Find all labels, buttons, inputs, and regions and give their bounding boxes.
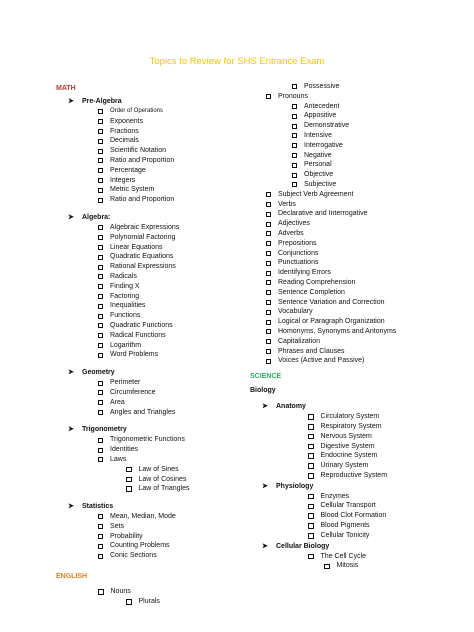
checkbox-icon [98,119,103,124]
list-item-label: Law of Sines [138,465,179,473]
checkbox-icon [266,261,271,266]
list-item [56,292,241,302]
checkbox-icon [266,310,271,315]
checkbox-icon [98,198,103,203]
checkbox-icon [98,158,103,163]
list-item [250,209,465,219]
checkbox-icon [98,168,103,173]
checkbox-icon [308,444,314,450]
list-item-label: Homonyms, Synonyms and Antonyms [278,327,397,335]
checkbox-icon [308,523,314,529]
list-item-label: Subjective [304,180,337,188]
list-item-label: Percentage [110,166,146,174]
arrow-bullet-icon: ➤ [68,98,74,105]
arrow-bullet-icon: ➤ [68,213,74,221]
list-item-label: Logarithm [110,341,142,349]
list-item [56,350,241,360]
list-item-label: Reproductive System [320,471,388,479]
checkbox-icon [98,274,103,279]
checkbox-icon [98,343,103,348]
list-item-label: Declarative and Interrogative [278,210,368,218]
list-item [56,223,241,233]
checkbox-icon [98,448,103,453]
english-top-list [56,587,241,597]
checkbox-icon [98,304,103,309]
cellular-biology-sub-list [250,561,465,571]
list-item-label: Circumference [110,388,156,396]
list-item [250,121,465,131]
checkbox-icon [266,241,271,246]
list-item [250,239,465,249]
list-item-label: Objective [304,171,334,179]
checkbox-icon [308,554,314,560]
checkbox-icon [266,212,271,217]
list-item [56,408,241,418]
checkbox-icon [98,109,103,114]
checkbox-icon [266,300,271,305]
pre-algebra-list [56,107,241,205]
checkbox-icon [98,294,103,299]
list-item-label: Enzymes [320,492,350,500]
list-item [56,117,241,127]
list-item-label: Fractions [110,127,139,135]
checkbox-icon [308,504,314,510]
checkbox-icon [98,438,103,443]
list-item-label: Respiratory System [320,422,382,430]
checkbox-icon [324,564,330,570]
list-item [56,156,241,166]
list-item [56,378,241,388]
list-item [250,102,465,112]
checkbox-icon [98,265,103,270]
list-item-label: Trigonometric Functions [110,436,185,444]
list-item [250,190,465,200]
list-item-label: Negative [304,151,332,159]
arrow-bullet-icon: ➤ [262,482,268,490]
list-item [56,146,241,156]
list-item [56,587,241,597]
list-item-label: Functions [110,312,141,320]
list-item-label: Polynomial Factoring [110,233,176,241]
list-item [250,412,465,422]
list-item [250,141,465,151]
list-item [56,136,241,146]
list-item [250,249,465,259]
list-item-label: Cellular Tonicity [320,531,370,539]
list-item-label: Sets [110,522,125,530]
list-item-label: Radical Functions [110,331,166,339]
checkbox-icon [126,467,132,473]
list-item-label: Metric System [110,186,155,194]
section-algebra: ➤ Algebra: [68,213,111,221]
checkbox-icon [308,513,314,519]
list-item [250,288,465,298]
list-item [250,471,465,481]
list-item [250,501,465,511]
checkbox-icon [308,533,314,539]
checkbox-icon [292,84,297,89]
right-column [250,82,465,571]
list-item-label: Linear Equations [110,243,163,251]
checkbox-icon [266,251,271,256]
list-item-label: Rational Expressions [110,263,176,271]
list-item [250,131,465,141]
list-item [250,298,465,308]
checkbox-icon [98,188,103,193]
checkbox-icon [292,124,297,129]
list-item [250,229,465,239]
list-item-label: Punctuations [278,259,319,267]
list-item [56,107,241,117]
list-item-label: Urinary System [320,462,369,470]
list-item-label: Verbs [278,200,296,208]
list-item-label: Subject Verb Agreement [278,190,354,198]
checkbox-icon [266,192,271,197]
list-item [56,331,241,341]
checkbox-icon [266,290,271,295]
list-item [56,522,241,532]
list-item [250,531,465,541]
checkbox-icon [98,139,103,144]
list-item-label: Voices (Active and Passive) [278,357,365,365]
checkbox-icon [98,381,103,386]
list-item [250,258,465,268]
list-item-label: Quadratic Equations [110,253,174,261]
list-item-label: Perimeter [110,379,141,387]
list-item-label: Ratio and Proportion [110,196,175,204]
checkbox-icon [292,114,297,119]
english-heading: ENGLISH [56,573,88,581]
list-item-label: Probability [110,532,143,540]
checkbox-icon [98,314,103,319]
list-item-label: Plurals [138,597,160,605]
list-item-label: Counting Problems [110,542,170,550]
arrow-bullet-icon: ➤ [68,369,74,377]
list-item-label: Factoring [110,292,140,300]
list-item [56,435,241,445]
checkbox-icon [292,133,297,138]
list-item [56,262,241,272]
list-item-label: Appositive [304,112,337,120]
list-item: Pronouns [250,92,465,102]
checkbox-icon [98,589,104,595]
checkbox-icon [308,424,314,430]
checkbox-icon [308,414,314,420]
list-item-label: Identities [110,446,139,454]
list-item [56,195,241,205]
list-item-label: Capitalization [278,337,321,345]
list-item [250,180,465,190]
list-item-label: Mitosis [336,562,359,570]
checkbox-icon [266,349,271,354]
list-item [250,219,465,229]
list-item [56,341,241,351]
checkbox-icon [292,153,297,158]
list-item [250,170,465,180]
list-item-label: Inequalities [110,302,146,310]
list-item-label: Phrases and Clauses [278,347,345,355]
list-item-label: Mean, Median, Mode [110,513,176,521]
checkbox-icon [266,359,271,364]
list-item [56,475,241,485]
checkbox-icon [98,235,103,240]
list-item [56,127,241,137]
checkbox-icon [98,255,103,260]
list-item-label: Adverbs [278,229,304,237]
list-item [250,151,465,161]
list-item [56,311,241,321]
list-item-label: Laws [110,455,127,463]
list-item-label: Area [110,398,125,406]
list-item [250,317,465,327]
list-item-label: Integers [110,176,136,184]
list-item [56,512,241,522]
list-item-label: Vocabulary [278,308,313,316]
checkbox-icon [98,534,103,539]
list-item [250,337,465,347]
english-items-list [250,190,465,366]
list-item [250,111,465,121]
section-pre-algebra: ➤ Pre-Algebra [68,98,122,105]
list-item [56,166,241,176]
checkbox-icon [308,494,314,500]
list-item-label: Finding X [110,282,140,290]
section-geometry: ➤ Geometry [68,369,115,377]
geometry-list [56,378,241,417]
list-item-label: Digestive System [320,442,375,450]
list-item [56,321,241,331]
list-item [250,278,465,288]
checkbox-icon [98,554,103,559]
laws-list [56,465,241,494]
section-cellular-biology: ➤ Cellular Biology [262,542,330,550]
list-item [56,233,241,243]
list-item-label: Sentence Completion [278,288,345,296]
list-item-label: Decimals [110,137,139,145]
list-item [56,465,241,475]
list-item-label: Conjunctions [278,249,319,257]
checkbox-icon [266,202,271,207]
list-item-label: The Cell Cycle [320,552,367,560]
checkbox-icon [98,149,103,154]
list-item-label: Blood Pigments [320,522,370,530]
checkbox-icon [266,222,271,227]
checkbox-icon [308,473,314,479]
checkbox-icon [266,329,271,334]
list-item [56,484,241,494]
checkbox-icon [98,410,103,415]
list-item-label: Exponents [110,117,144,125]
list-item [250,307,465,317]
list-item-label: Blood Clot Formation [320,512,387,520]
math-heading: MATH [56,85,76,92]
list-item [250,432,465,442]
checkbox-icon [126,477,132,483]
arrow-bullet-icon: ➤ [262,403,268,411]
list-item-label: Word Problems [110,351,159,359]
list-item-label: Identifying Errors [278,269,331,277]
section-statistics: ➤ Statistics [68,503,114,511]
checkbox-icon [266,94,271,99]
list-item [56,398,241,408]
biology-heading: Biology [250,387,276,395]
list-item-label: Law of Triangles [138,485,190,493]
list-item [56,532,241,542]
list-item [56,243,241,253]
list-item-label: Nouns [110,588,131,596]
checkbox-icon [308,453,314,459]
physiology-list [250,492,465,541]
list-item [250,268,465,278]
list-item [250,451,465,461]
page-title: Topics to Review for SHS Entrance Exam [149,56,325,67]
checkbox-icon [308,463,314,469]
list-item [250,422,465,432]
list-item [56,541,241,551]
list-item-label: Endocrine System [320,452,378,460]
left-column [56,82,241,607]
section-physiology: ➤ Physiology [262,482,314,490]
checkbox-icon [292,143,297,148]
list-item [56,272,241,282]
list-item [56,455,241,465]
list-item-label: Demonstrative [304,122,350,130]
checkbox-icon [98,225,103,230]
checkbox-icon [98,400,103,405]
list-item [250,356,465,366]
list-item [56,301,241,311]
checkbox-icon [266,271,271,276]
list-item [56,597,241,607]
list-item [250,160,465,170]
science-heading: SCIENCE [250,373,282,381]
arrow-bullet-icon: ➤ [68,426,74,434]
list-item [250,347,465,357]
list-item [250,552,465,562]
list-item [56,185,241,195]
list-item [56,551,241,561]
list-item-label: Intensive [304,131,333,139]
list-item-label: Circulatory System [320,413,380,421]
list-item [56,282,241,292]
section-anatomy: ➤ Anatomy [262,403,306,411]
list-item [250,442,465,452]
list-item [250,511,465,521]
checkbox-icon [98,245,103,250]
checkbox-icon [266,231,271,236]
list-item-label: Conic Sections [110,552,157,560]
checkbox-icon [98,284,103,289]
checkbox-icon [98,333,103,338]
list-item-label: Sentence Variation and Correction [278,298,385,306]
checkbox-icon [308,434,314,440]
list-item [250,521,465,531]
list-item [56,445,241,455]
list-item [250,200,465,210]
checkbox-icon [266,339,271,344]
list-item-label: Antecedent [304,102,340,110]
list-item [56,388,241,398]
checkbox-icon [292,163,297,168]
checkbox-icon [292,173,297,178]
list-item [56,176,241,186]
checkbox-icon [98,353,103,358]
list-item-label: Nervous System [320,432,372,440]
english-sub-list [56,597,241,607]
section-trigonometry: ➤ Trigonometry [68,426,127,434]
checkbox-icon [126,599,132,605]
checkbox-icon [98,178,103,183]
list-item [56,252,241,262]
list-item-label: Order of Operations [110,108,164,114]
list-item-label: Ratio and Proportion [110,156,175,164]
list-item-label: Interrogative [304,141,343,149]
checkbox-icon [266,320,271,325]
list-item: Possessive [250,82,465,92]
cellular-biology-list [250,552,465,562]
algebra-list [56,223,241,360]
list-item [250,492,465,502]
list-item [250,561,465,571]
list-item [250,327,465,337]
list-item-label: Scientific Notation [110,147,167,155]
list-item-label: Reading Comprehension [278,278,356,286]
checkbox-icon [98,390,103,395]
list-item-label: Cellular Transport [320,502,376,510]
checkbox-icon [126,486,132,492]
list-item-label: Logical or Paragraph Organization [278,318,385,326]
checkbox-icon [98,544,103,549]
list-item-label: Law of Cosines [138,475,187,483]
checkbox-icon [266,280,271,285]
list-item-label: Angles and Triangles [110,408,176,416]
anatomy-list [250,412,465,481]
list-item-label: Quadratic Functions [110,321,173,329]
arrow-bullet-icon: ➤ [262,542,268,550]
checkbox-icon [292,182,297,187]
checkbox-icon [98,457,103,462]
list-item-label: Personal [304,161,332,169]
list-item-label: Adjectives [278,220,310,228]
list-item-label: Prepositions [278,239,317,247]
arrow-bullet-icon: ➤ [68,503,74,511]
checkbox-icon [292,104,297,109]
checkbox-icon [98,323,103,328]
checkbox-icon [98,129,103,134]
checkbox-icon [98,524,103,529]
list-item-label: Algebraic Expressions [110,223,180,231]
list-item [250,461,465,471]
checkbox-icon [98,514,103,519]
list-item-label: Radicals [110,272,137,280]
trigonometry-list [56,435,241,464]
statistics-list [56,512,241,561]
pronoun-list [250,102,465,190]
